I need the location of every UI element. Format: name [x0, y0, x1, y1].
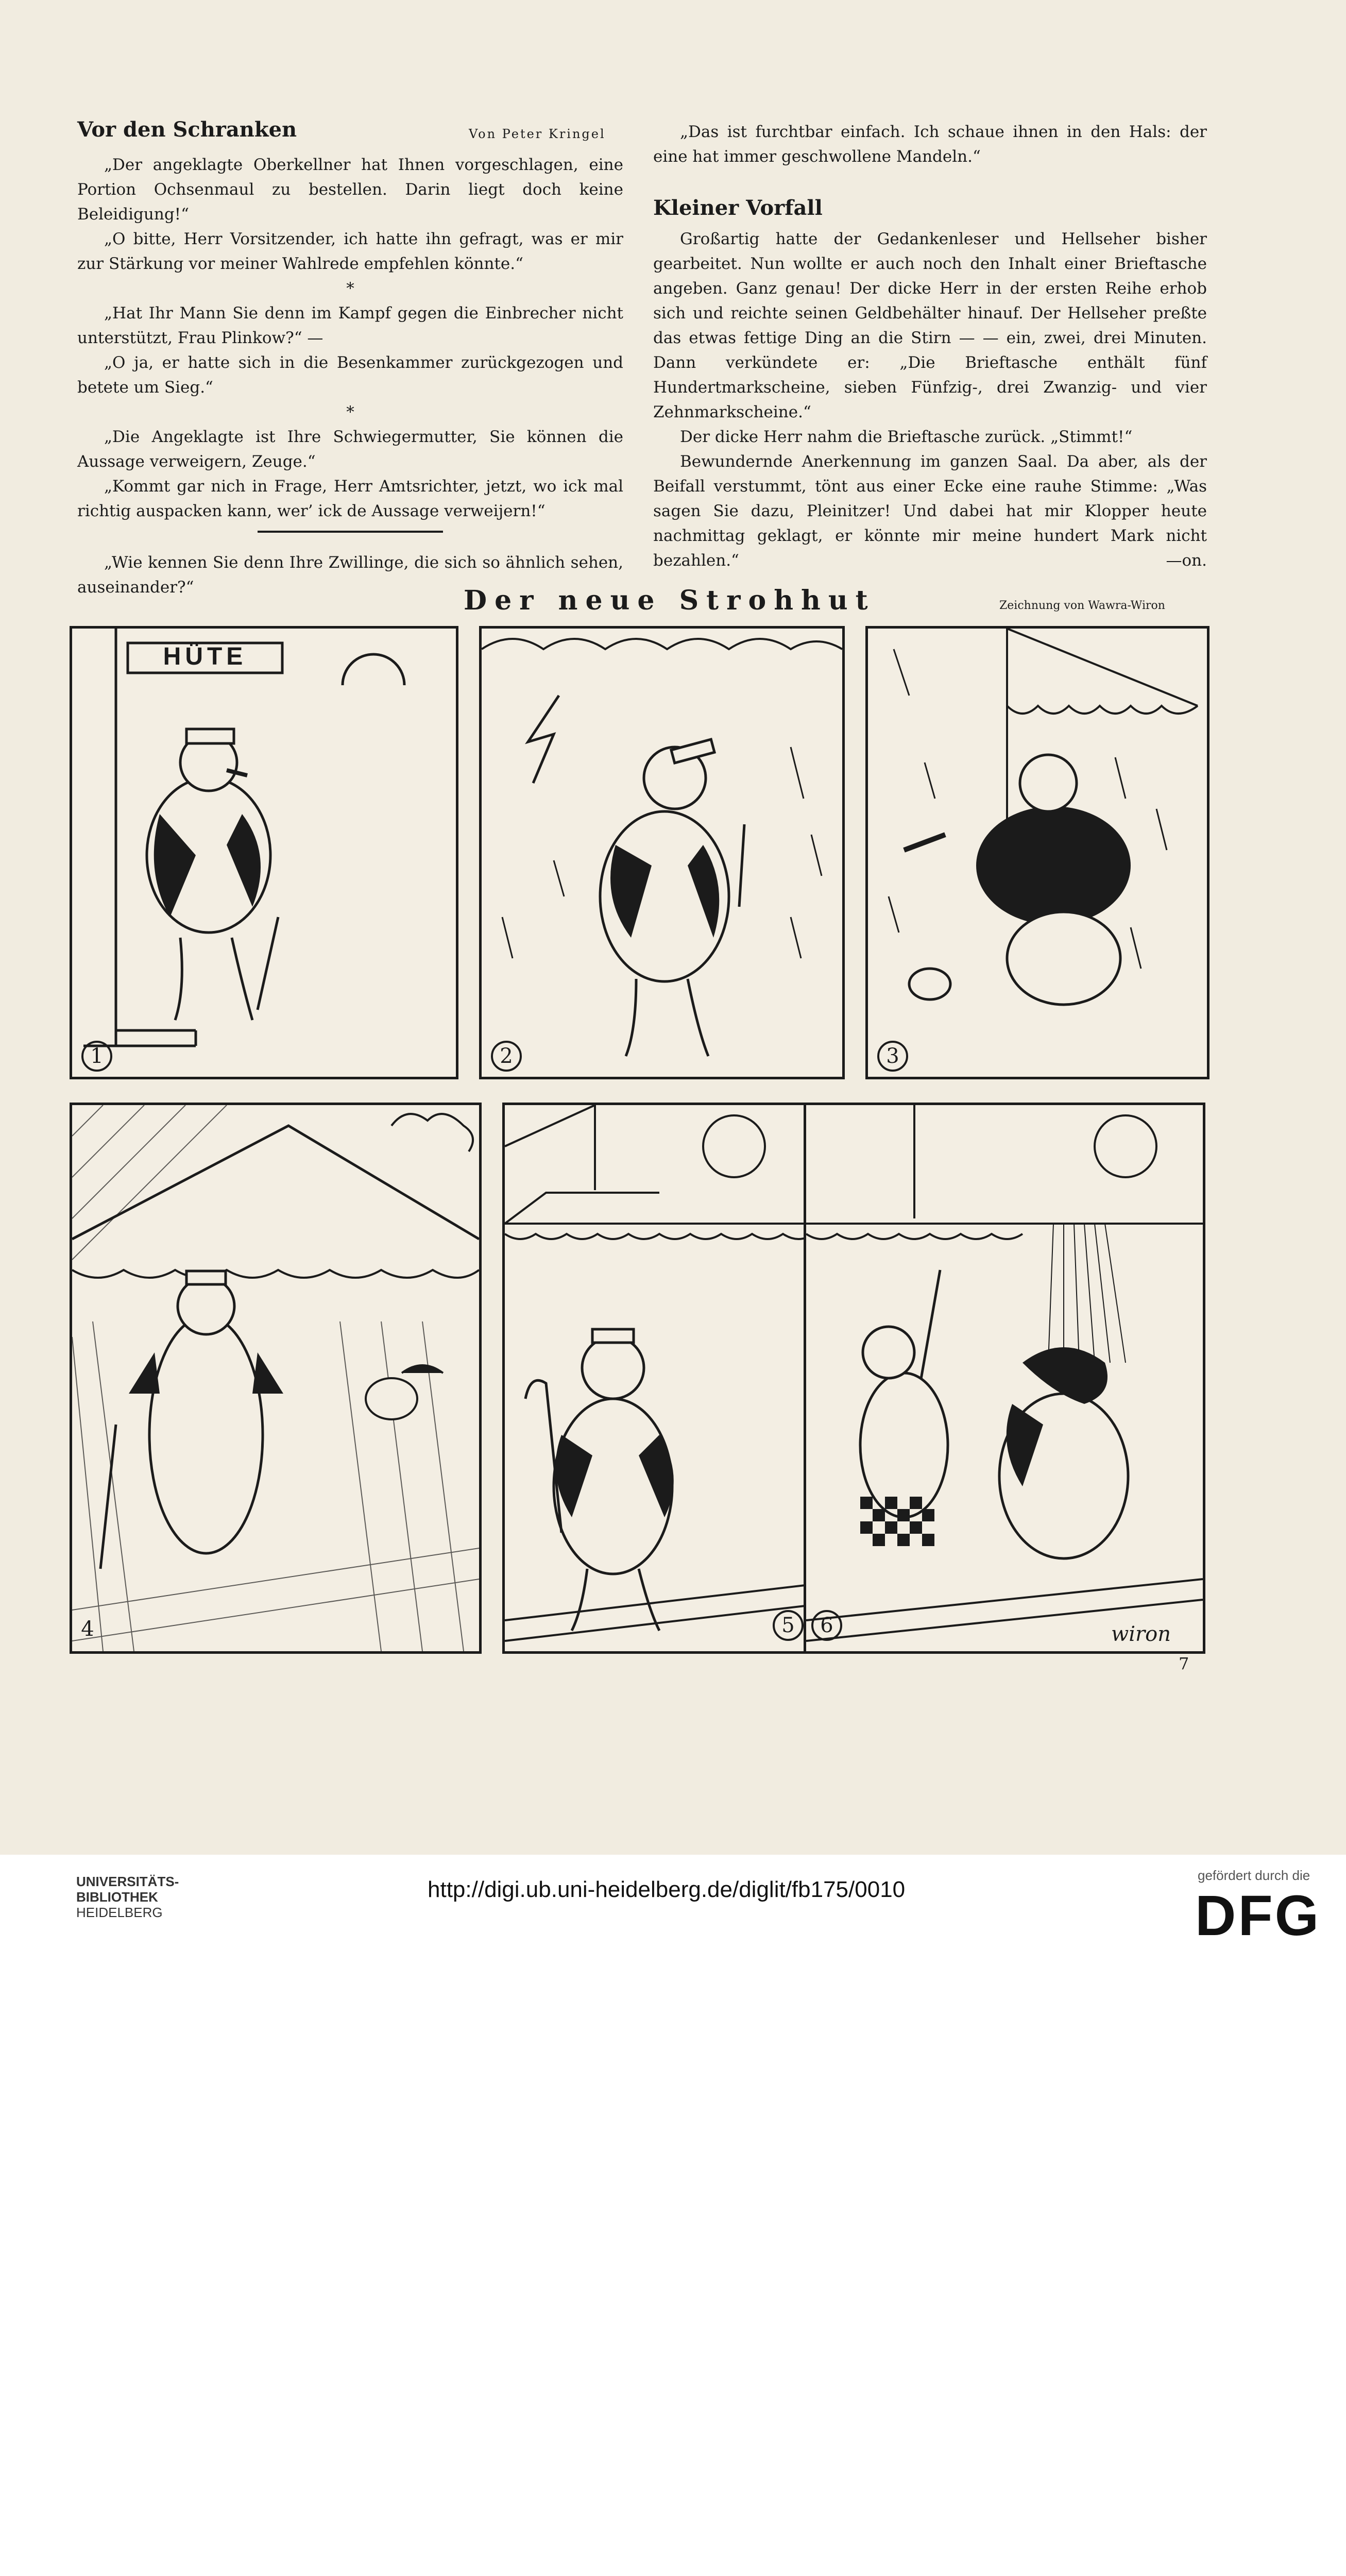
- paragraph: „Das ist furchtbar einfach. Ich schaue ihnen in den Hals: der eine hat immer geschwollene Mandeln.“: [653, 123, 1207, 166]
- library-name-line-1: UNIVERSITÄTS-: [76, 1874, 179, 1889]
- comic-panel-1: [70, 626, 458, 1079]
- panel-number: 1: [90, 1044, 104, 1068]
- permalink-url[interactable]: http://digi.ub.uni-heidelberg.de/diglit/fb175/0010: [428, 1877, 906, 1902]
- panel-4-drawing: [72, 1105, 479, 1651]
- article1-column-left: [77, 152, 623, 600]
- paragraph: „Wie kennen Sie denn Ihre Zwillinge, die sich so ähnlich sehen, auseinander?“: [77, 553, 623, 597]
- library-name-line-3: HEIDELBERG: [76, 1905, 163, 1920]
- comic-panel-3: [865, 626, 1209, 1079]
- article1-column-right: [653, 120, 1207, 169]
- panel-5-drawing: [505, 1105, 814, 1651]
- article2-column: [653, 227, 1207, 573]
- comic-title: Der neue Strohhut: [464, 585, 876, 616]
- library-name: [76, 1874, 179, 1920]
- paragraph: „Der angeklagte Oberkellner hat Ihnen vorgeschlagen, eine Portion Ochsenmaul zu bestellen. Darin liegt doch keine Beleidigung!“: [77, 156, 623, 224]
- comic-panel-5: [502, 1103, 816, 1654]
- dfg-logo: DFG: [1195, 1884, 1321, 1947]
- panel-2-drawing: [482, 629, 842, 1077]
- panel-6-drawing: [806, 1105, 1203, 1651]
- paragraph: Der dicke Herr nahm die Brieftasche zurück. „Stimmt!“: [680, 428, 1133, 446]
- section-separator: *: [346, 403, 354, 421]
- section-separator: *: [346, 279, 354, 298]
- comic-panel-2: [479, 626, 845, 1079]
- panel-number: 2: [500, 1044, 513, 1068]
- panel-number: 6: [820, 1614, 833, 1637]
- section-rule: [258, 531, 443, 533]
- paragraph-text: Bewundernde Anerkennung im ganzen Saal. Da aber, als der Beifall verstummt, tönt aus einer Ecke eine rauhe Stimme: „Was sagen Sie dazu, Pleinitzer! Und dabei hat mir Klopper heute nachmittag geklagt, er könnte mir meine hundert Mark nicht bezahlen.“: [653, 452, 1207, 570]
- panel-number: 5: [781, 1614, 795, 1637]
- article-title-kleiner-vorfall: Kleiner Vorfall: [653, 196, 823, 220]
- panel-3-drawing: [868, 629, 1207, 1077]
- artist-signature: wiron: [1111, 1622, 1171, 1646]
- comic-panel-4: [70, 1103, 482, 1654]
- article-byline: Von Peter Kringel: [469, 127, 606, 141]
- library-name-line-2: BIBLIOTHEK: [76, 1889, 158, 1905]
- author-signoff: —on.: [1166, 551, 1207, 570]
- paragraph: „Die Angeklagte ist Ihre Schwiegermutter, Sie können die Aussage verweigern, Zeuge.“: [77, 428, 623, 471]
- paragraph: [653, 449, 1207, 573]
- comic-credit: Zeichnung von Wawra-Wiron: [999, 599, 1165, 612]
- article-title-vor-den-schranken: Vor den Schranken: [77, 117, 297, 142]
- paragraph: „Kommt gar nich in Frage, Herr Amtsrichter, jetzt, wo ick mal richtig auspacken kann, wer’ ick de Aussage verweijern!“: [77, 477, 623, 520]
- panel-1-drawing: [72, 629, 456, 1077]
- page-number: 7: [1179, 1654, 1189, 1673]
- paragraph: „O ja, er hatte sich in die Besenkammer zurückgezogen und betete um Sieg.“: [77, 353, 623, 397]
- shop-sign-text: HÜTE: [163, 643, 247, 670]
- comic-panel-6: [804, 1103, 1205, 1654]
- paragraph: „Hat Ihr Mann Sie denn im Kampf gegen die Einbrecher nicht unterstützt, Frau Plinkow?“ —: [77, 304, 623, 347]
- panel-number: 3: [886, 1044, 899, 1068]
- funding-label: gefördert durch die: [1198, 1868, 1310, 1883]
- panel-number: 4: [81, 1617, 94, 1641]
- paragraph: Großartig hatte der Gedankenleser und Hellseher bisher gearbeitet. Nun wollte er auch noch den Inhalt einer Brieftasche angeben. Ganz genau! Der dicke Herr in der ersten Reihe erhob sich und reichte seinen Geldbehälter hinauf. Der Hellseher preßte das etwas fettige Ding an die Stirn — — ein, zwei, drei Minuten. Dann verkündete er: „Die Brieftasche enthält fünf Hundertmarkscheine, sieben Fünfzig-, drei Zwanzig- und vier Zehnmarkscheine.“: [653, 230, 1207, 421]
- paragraph: „O bitte, Herr Vorsitzender, ich hatte ihn gefragt, was er mir zur Stärkung vor meiner Wahlrede empfehlen könnte.“: [77, 230, 623, 273]
